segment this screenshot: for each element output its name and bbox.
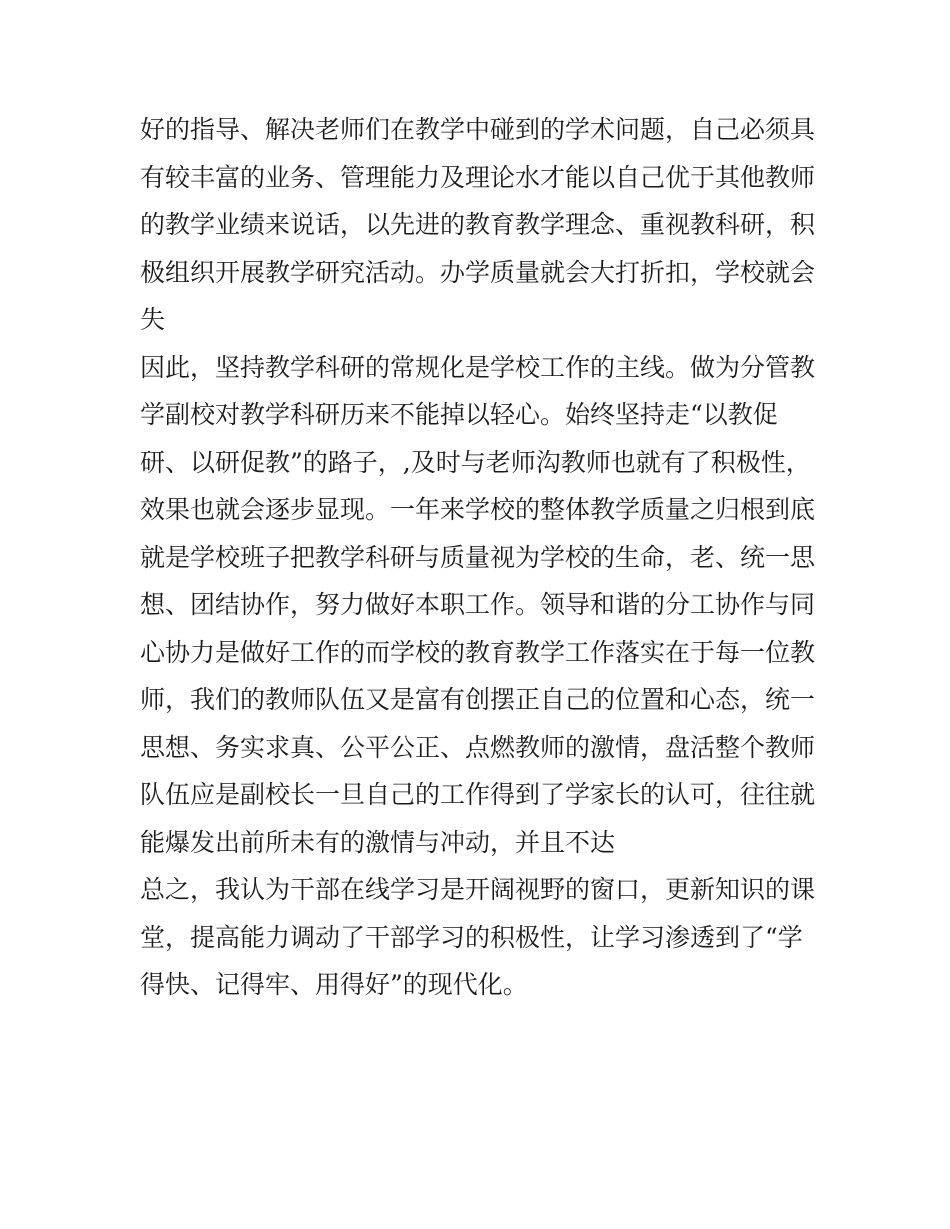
text-line: 有较丰富的业务、管理能力及理论水才能以自己优于其他教师: [140, 162, 816, 192]
text-line: 总之，我认为干部在线学习是开阔视野的窗口，更新知识的课: [140, 875, 816, 904]
text-line: 想、团结协作，努力做好本职工作。领导和谐的分工协作与同: [140, 590, 816, 619]
text-line: 堂，提高能力调动了干部学习的积极性，让学习渗透到了“学: [140, 922, 803, 952]
text-line: 好的指导、解决老师们在教学中碰到的学术问题，自己必须具: [140, 115, 816, 144]
text-line: 队伍应是副校长一旦自己的工作得到了学家长的认可，往往就: [140, 780, 816, 809]
text-line: 的教学业绩来说话，以先进的教育教学理念、重视教科研，积: [140, 210, 816, 239]
text-line: 得快、记得牢、用得好”的现代化。: [140, 970, 528, 999]
text-line: 因此，坚持教学科研的常规化是学校工作的主线。做为分管教: [140, 352, 816, 382]
text-line: 失: [140, 305, 166, 334]
text-line: 能爆发出前所未有的激情与冲动，并且不达: [140, 827, 616, 857]
text-line: 师，我们的教师队伍又是富有创摆正自己的位置和心态，统一: [140, 685, 816, 714]
text-line: 极组织开展教学研究活动。办学质量就会大打折扣，学校就会: [140, 257, 816, 287]
text-line: 研、以研促教”的路子，,及时与老师沟教师也就有了积极性，: [140, 447, 811, 477]
text-line: 思想、务实求真、公平公正、点燃教师的激情，盘活整个教师: [140, 732, 816, 762]
text-line: 效果也就会逐步显现。一年来学校的整体教学质量之归根到底: [140, 495, 816, 524]
text-line: 学副校对教学科研历来不能掉以轻心。始终坚持走“以教促: [140, 400, 778, 429]
text-line: 心协力是做好工作的而学校的教育教学工作落实在于每一位教: [140, 637, 816, 667]
document-body: [140, 106, 820, 1009]
text-line: 就是学校班子把教学科研与质量视为学校的生命，老、统一思: [140, 542, 816, 572]
